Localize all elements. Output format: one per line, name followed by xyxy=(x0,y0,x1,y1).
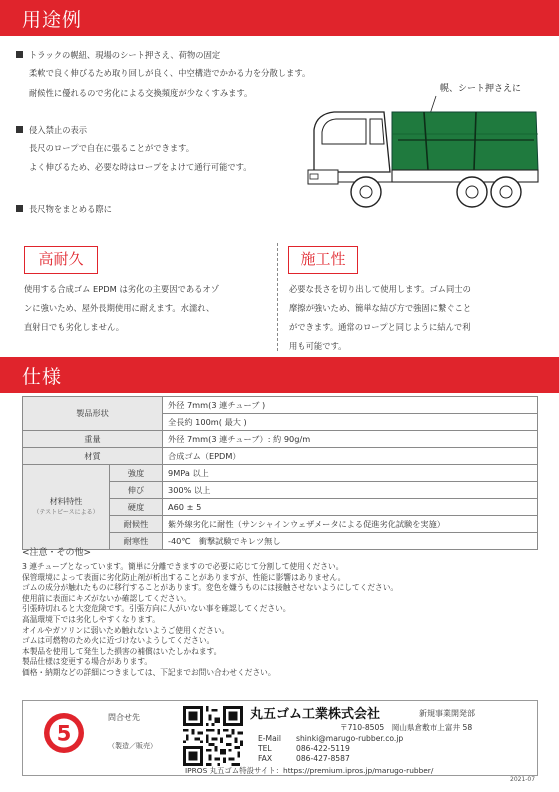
prop-name: 耐寒性 xyxy=(110,533,163,550)
company-logo-icon xyxy=(42,711,86,755)
note-line: 保管環境によって表面に劣化防止剤が析出することがありますが、性能に影響はありません。 xyxy=(22,572,346,582)
note-line: 3 連チューブとなっています。簡単に分離できますので必要に応じて分割して使用ください。 xyxy=(22,562,344,571)
note-line: ゴムの成分が触れたものに移行することがあります。変色を嫌うものには接触させないようにしてください。 xyxy=(22,583,399,593)
note-line: ゴムは可燃物のため火に近づけないようしてください。 xyxy=(22,636,215,646)
bullet-square-icon xyxy=(16,51,23,58)
fax-value: 086-427-8587 xyxy=(296,754,350,763)
tel-row xyxy=(258,744,350,753)
fax-row xyxy=(258,754,350,763)
props-label: 材料特性 （テストピースによる） xyxy=(23,465,110,550)
ipros-link[interactable]: IPROS 丸五ゴム特設サイト：https://premium.ipros.jp/marugo-rubber/ xyxy=(185,766,434,775)
illustration-caption: 幌、シート押さえに xyxy=(440,84,522,94)
inquiry-label: 問合せ先 xyxy=(108,713,140,722)
email-label: E-Mail xyxy=(258,734,281,743)
weight-value: 外径 7mm(3 連チューブ）: 約 90g/m xyxy=(163,431,538,448)
prop-value: 300% 以上 xyxy=(163,482,538,499)
table-row xyxy=(23,431,538,448)
shape-label: 製品形状 xyxy=(23,397,163,431)
usage-item-1-heading: トラックの幌紐、現場のシート押さえ、荷物の固定 xyxy=(16,46,220,65)
usage-item-1-line-1: 柔軟で良く伸びるため取り回しが良く、中空構造でかかる力を分散します。 xyxy=(29,68,311,78)
qr-code-icon[interactable] xyxy=(183,706,243,766)
material-value: 合成ゴム（EPDM） xyxy=(163,448,538,465)
usage-item-2-line-2: よく伸びるため、必要な時はロープをよけて通行可能です。 xyxy=(29,162,252,172)
document-date: 2021-07 xyxy=(510,776,536,783)
note-line: 引張時切れると大変危険です。引張方向に人がいない事を確認してください。 xyxy=(22,604,291,614)
spec-table xyxy=(22,396,538,550)
feature-durability-body: 使用する合成ゴム EPDM は劣化の主要因であるオゾ ンに強いため、屋外長期使用に耐えます。水濡れ、 直射日でも劣化しません。 xyxy=(24,284,220,332)
company-name: 丸五ゴム工業株式会社 xyxy=(250,707,381,722)
email-row xyxy=(258,734,403,743)
prop-value: 9MPa 以上 xyxy=(163,465,538,482)
prop-value: A60 ± 5 xyxy=(163,499,538,516)
usage-item-1-line-2: 耐候性に優れるので劣化による交換頻度が少なくすみます。 xyxy=(29,88,253,98)
bullet-square-icon xyxy=(16,126,23,133)
shape-value-1: 外径 7mm(3 連チューブ ) xyxy=(163,397,538,414)
note-line: 製品仕様は変更する場合があります。 xyxy=(22,657,153,667)
note-line: オイルやガソリンに弱いため触れないようご使用ください。 xyxy=(22,625,230,635)
inquiry-sublabel: （製造／販売） xyxy=(108,742,157,750)
feature-workability-body: 必要な長さを切り出して使用します。ゴム同士の 摩擦が強いため、簡単な結び方で強固に繋ぐこと ができます。通常のロープと同じように結んで利 用も可能です。 xyxy=(289,284,472,351)
department: 新規事業開発部 xyxy=(419,709,475,718)
feature-durability-title: 高耐久 xyxy=(24,246,98,274)
material-label: 材質 xyxy=(23,448,163,465)
usage-item-2-heading: 侵入禁止の表示 xyxy=(16,121,87,140)
usage-item-2-line-1: 長尺のロープで自在に張ることができます。 xyxy=(29,143,195,153)
feature-workability-title: 施工性 xyxy=(288,246,358,274)
table-row xyxy=(23,448,538,465)
truck-illustration xyxy=(306,74,542,226)
email-value[interactable]: shinki@marugo-rubber.co.jp xyxy=(296,734,404,743)
bullet-square-icon xyxy=(16,205,23,212)
prop-name: 耐候性 xyxy=(110,516,163,533)
prop-value: 紫外線劣化に耐性（サンシャインウェザメータによる促進劣化試験を実施） xyxy=(163,516,538,533)
spec-title: 仕様 xyxy=(22,366,63,388)
usage-title: 用途例 xyxy=(22,9,83,31)
prop-value: -40℃ 衝撃試験でキレツ無し xyxy=(163,533,538,550)
spec-header-band xyxy=(0,357,559,393)
tel-label: TEL xyxy=(258,744,272,753)
prop-name: 強度 xyxy=(110,465,163,482)
fax-label: FAX xyxy=(258,754,273,763)
svg-text:5: 5 xyxy=(56,721,72,746)
weight-label: 重量 xyxy=(23,431,163,448)
note-line: 本製品を使用して発生した損害の補償はいたしかねます。 xyxy=(22,646,222,656)
prop-name: 伸び xyxy=(110,482,163,499)
usage-header-band xyxy=(0,0,559,36)
shape-value-2: 全長約 100m( 最大 ) xyxy=(163,414,538,431)
note-line: 使用前に表面にキズがないか確認してください。 xyxy=(22,593,191,603)
table-row xyxy=(23,465,538,482)
usage-item-3-heading: 長尺物をまとめる際に xyxy=(16,200,112,219)
tel-value[interactable]: 086-422-5119 xyxy=(296,744,350,753)
notes-list xyxy=(22,562,398,679)
prop-name: 硬度 xyxy=(110,499,163,516)
feature-divider xyxy=(277,243,278,351)
note-line: 高温環境下では劣化しやすくなります。 xyxy=(22,614,160,624)
table-row xyxy=(23,397,538,414)
note-line: 価格・納期などの詳細につきましては、下記までお問い合わせください。 xyxy=(22,667,276,677)
address: 〒710-8505 岡山県倉敷市上富井 58 xyxy=(340,723,473,732)
notes-title: <注意・その他> xyxy=(22,548,92,558)
